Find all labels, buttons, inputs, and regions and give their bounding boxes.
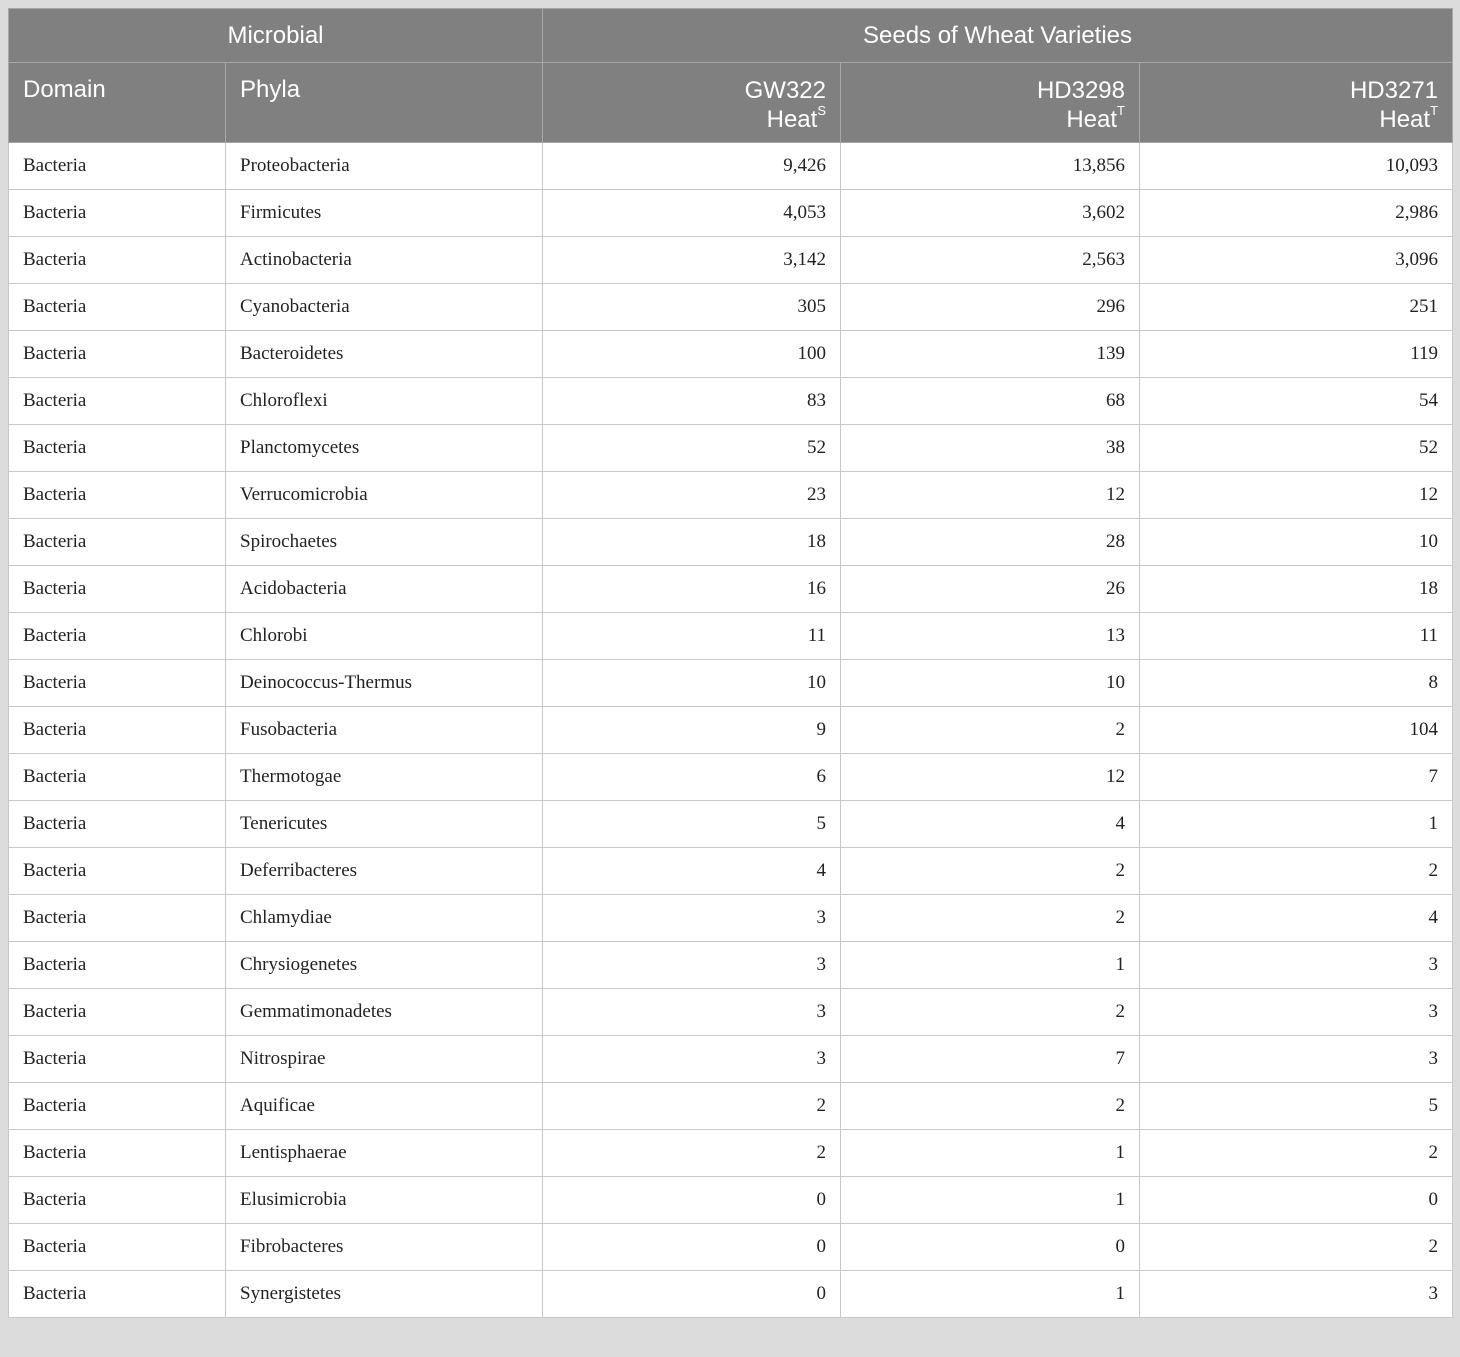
cell-domain: Bacteria xyxy=(9,989,226,1036)
cell-domain: Bacteria xyxy=(9,660,226,707)
cell-gw322: 3 xyxy=(543,895,841,942)
cell-gw322: 2 xyxy=(543,1130,841,1177)
cell-hd3298: 1 xyxy=(841,1271,1140,1318)
cell-hd3298: 7 xyxy=(841,1036,1140,1083)
cell-phyla: Deinococcus-Thermus xyxy=(226,660,543,707)
cell-domain: Bacteria xyxy=(9,1130,226,1177)
cell-domain: Bacteria xyxy=(9,331,226,378)
table-row xyxy=(9,754,1453,801)
table-row xyxy=(9,660,1453,707)
cell-gw322: 305 xyxy=(543,284,841,331)
cell-domain: Bacteria xyxy=(9,190,226,237)
cell-domain: Bacteria xyxy=(9,143,226,190)
cell-phyla: Acidobacteria xyxy=(226,566,543,613)
cell-hd3298: 10 xyxy=(841,660,1140,707)
table-row xyxy=(9,378,1453,425)
cell-domain: Bacteria xyxy=(9,425,226,472)
cell-domain: Bacteria xyxy=(9,472,226,519)
header-hd3298 xyxy=(841,63,1140,143)
table-row xyxy=(9,472,1453,519)
table-row xyxy=(9,1130,1453,1177)
cell-phyla: Chlamydiae xyxy=(226,895,543,942)
table-row xyxy=(9,801,1453,848)
table-row xyxy=(9,1177,1453,1224)
cell-gw322: 3,142 xyxy=(543,237,841,284)
cell-domain: Bacteria xyxy=(9,754,226,801)
cell-gw322: 0 xyxy=(543,1177,841,1224)
cell-gw322: 0 xyxy=(543,1271,841,1318)
table-row xyxy=(9,895,1453,942)
header-row-columns xyxy=(9,63,1453,143)
cell-phyla: Fibrobacteres xyxy=(226,1224,543,1271)
cell-phyla: Bacteroidetes xyxy=(226,331,543,378)
cell-hd3271: 0 xyxy=(1140,1177,1453,1224)
table-row xyxy=(9,1271,1453,1318)
table-row xyxy=(9,331,1453,378)
cell-hd3298: 13 xyxy=(841,613,1140,660)
cell-phyla: Spirochaetes xyxy=(226,519,543,566)
cell-hd3298: 1 xyxy=(841,1130,1140,1177)
table-row xyxy=(9,942,1453,989)
cell-domain: Bacteria xyxy=(9,707,226,754)
cell-hd3298: 13,856 xyxy=(841,143,1140,190)
cell-hd3298: 296 xyxy=(841,284,1140,331)
table-row xyxy=(9,143,1453,190)
cell-hd3271: 3,096 xyxy=(1140,237,1453,284)
header-phyla: Phyla xyxy=(226,63,543,143)
cell-hd3271: 2,986 xyxy=(1140,190,1453,237)
cell-phyla: Aquificae xyxy=(226,1083,543,1130)
cell-hd3298: 2 xyxy=(841,848,1140,895)
cell-hd3271: 1 xyxy=(1140,801,1453,848)
table-row xyxy=(9,284,1453,331)
cell-phyla: Nitrospirae xyxy=(226,1036,543,1083)
cell-hd3271: 2 xyxy=(1140,1224,1453,1271)
cell-hd3271: 12 xyxy=(1140,472,1453,519)
table-row xyxy=(9,425,1453,472)
cell-hd3298: 1 xyxy=(841,942,1140,989)
cell-hd3298: 139 xyxy=(841,331,1140,378)
cell-hd3271: 7 xyxy=(1140,754,1453,801)
cell-hd3271: 2 xyxy=(1140,1130,1453,1177)
cell-gw322: 9,426 xyxy=(543,143,841,190)
cell-phyla: Verrucomicrobia xyxy=(226,472,543,519)
cell-hd3271: 3 xyxy=(1140,1271,1453,1318)
header-domain: Domain xyxy=(9,63,226,143)
cell-domain: Bacteria xyxy=(9,1271,226,1318)
cell-gw322: 3 xyxy=(543,1036,841,1083)
variety-heat: Heat xyxy=(1379,106,1431,133)
table-row xyxy=(9,848,1453,895)
table-row xyxy=(9,1036,1453,1083)
cell-phyla: Proteobacteria xyxy=(226,143,543,190)
table-row xyxy=(9,190,1453,237)
cell-phyla: Lentisphaerae xyxy=(226,1130,543,1177)
variety-name: GW322 xyxy=(744,77,826,104)
cell-phyla: Synergistetes xyxy=(226,1271,543,1318)
cell-hd3271: 3 xyxy=(1140,1036,1453,1083)
cell-domain: Bacteria xyxy=(9,1224,226,1271)
cell-domain: Bacteria xyxy=(9,284,226,331)
cell-hd3298: 2 xyxy=(841,895,1140,942)
cell-hd3271: 251 xyxy=(1140,284,1453,331)
cell-gw322: 3 xyxy=(543,989,841,1036)
cell-phyla: Firmicutes xyxy=(226,190,543,237)
variety-sup: T xyxy=(1430,103,1439,118)
table-row xyxy=(9,1083,1453,1130)
cell-gw322: 10 xyxy=(543,660,841,707)
variety-name: HD3271 xyxy=(1349,77,1439,104)
cell-phyla: Actinobacteria xyxy=(226,237,543,284)
cell-hd3271: 18 xyxy=(1140,566,1453,613)
cell-hd3298: 1 xyxy=(841,1177,1140,1224)
cell-gw322: 11 xyxy=(543,613,841,660)
cell-gw322: 23 xyxy=(543,472,841,519)
cell-hd3298: 68 xyxy=(841,378,1140,425)
cell-domain: Bacteria xyxy=(9,237,226,284)
cell-phyla: Elusimicrobia xyxy=(226,1177,543,1224)
header-gw322 xyxy=(543,63,841,143)
cell-gw322: 52 xyxy=(543,425,841,472)
cell-hd3271: 54 xyxy=(1140,378,1453,425)
variety-heat: Heat xyxy=(766,106,818,133)
cell-phyla: Planctomycetes xyxy=(226,425,543,472)
table-row xyxy=(9,707,1453,754)
cell-hd3298: 2 xyxy=(841,989,1140,1036)
cell-hd3298: 2 xyxy=(841,707,1140,754)
variety-heat: Heat xyxy=(1066,106,1118,133)
table-row xyxy=(9,566,1453,613)
cell-gw322: 2 xyxy=(543,1083,841,1130)
cell-hd3271: 3 xyxy=(1140,989,1453,1036)
table-body xyxy=(9,143,1453,1318)
cell-gw322: 5 xyxy=(543,801,841,848)
variety-name: HD3298 xyxy=(1036,77,1125,104)
cell-hd3271: 11 xyxy=(1140,613,1453,660)
cell-domain: Bacteria xyxy=(9,848,226,895)
variety-sup: S xyxy=(817,103,826,118)
table-row xyxy=(9,1224,1453,1271)
cell-hd3271: 4 xyxy=(1140,895,1453,942)
cell-gw322: 4 xyxy=(543,848,841,895)
header-row-group xyxy=(9,9,1453,63)
header-microbial: Microbial xyxy=(9,9,543,63)
cell-phyla: Cyanobacteria xyxy=(226,284,543,331)
cell-hd3298: 12 xyxy=(841,754,1140,801)
cell-domain: Bacteria xyxy=(9,1177,226,1224)
header-hd3271 xyxy=(1140,63,1453,143)
cell-hd3271: 10,093 xyxy=(1140,143,1453,190)
cell-hd3271: 52 xyxy=(1140,425,1453,472)
cell-gw322: 9 xyxy=(543,707,841,754)
cell-phyla: Deferribacteres xyxy=(226,848,543,895)
cell-phyla: Chlorobi xyxy=(226,613,543,660)
cell-hd3271: 3 xyxy=(1140,942,1453,989)
cell-hd3298: 4 xyxy=(841,801,1140,848)
cell-gw322: 6 xyxy=(543,754,841,801)
variety-sup: T xyxy=(1117,103,1125,118)
cell-phyla: Thermotogae xyxy=(226,754,543,801)
cell-domain: Bacteria xyxy=(9,566,226,613)
cell-phyla: Chloroflexi xyxy=(226,378,543,425)
cell-domain: Bacteria xyxy=(9,801,226,848)
table-row xyxy=(9,237,1453,284)
cell-gw322: 83 xyxy=(543,378,841,425)
cell-gw322: 3 xyxy=(543,942,841,989)
table-row xyxy=(9,989,1453,1036)
header-seeds: Seeds of Wheat Varieties xyxy=(543,9,1453,63)
cell-domain: Bacteria xyxy=(9,1083,226,1130)
cell-hd3271: 10 xyxy=(1140,519,1453,566)
cell-gw322: 4,053 xyxy=(543,190,841,237)
cell-hd3271: 2 xyxy=(1140,848,1453,895)
cell-hd3298: 28 xyxy=(841,519,1140,566)
cell-hd3271: 104 xyxy=(1140,707,1453,754)
cell-gw322: 18 xyxy=(543,519,841,566)
cell-domain: Bacteria xyxy=(9,942,226,989)
table-row xyxy=(9,519,1453,566)
cell-hd3298: 12 xyxy=(841,472,1140,519)
cell-hd3298: 0 xyxy=(841,1224,1140,1271)
cell-hd3298: 2,563 xyxy=(841,237,1140,284)
data-table xyxy=(8,8,1453,1318)
cell-domain: Bacteria xyxy=(9,613,226,660)
cell-hd3271: 119 xyxy=(1140,331,1453,378)
cell-phyla: Gemmatimonadetes xyxy=(226,989,543,1036)
cell-hd3271: 5 xyxy=(1140,1083,1453,1130)
cell-hd3271: 8 xyxy=(1140,660,1453,707)
cell-hd3298: 26 xyxy=(841,566,1140,613)
table-row xyxy=(9,613,1453,660)
cell-domain: Bacteria xyxy=(9,1036,226,1083)
cell-hd3298: 3,602 xyxy=(841,190,1140,237)
cell-gw322: 16 xyxy=(543,566,841,613)
cell-hd3298: 2 xyxy=(841,1083,1140,1130)
cell-gw322: 0 xyxy=(543,1224,841,1271)
cell-phyla: Chrysiogenetes xyxy=(226,942,543,989)
cell-domain: Bacteria xyxy=(9,895,226,942)
cell-gw322: 100 xyxy=(543,331,841,378)
cell-phyla: Fusobacteria xyxy=(226,707,543,754)
cell-domain: Bacteria xyxy=(9,378,226,425)
cell-phyla: Tenericutes xyxy=(226,801,543,848)
cell-domain: Bacteria xyxy=(9,519,226,566)
cell-hd3298: 38 xyxy=(841,425,1140,472)
